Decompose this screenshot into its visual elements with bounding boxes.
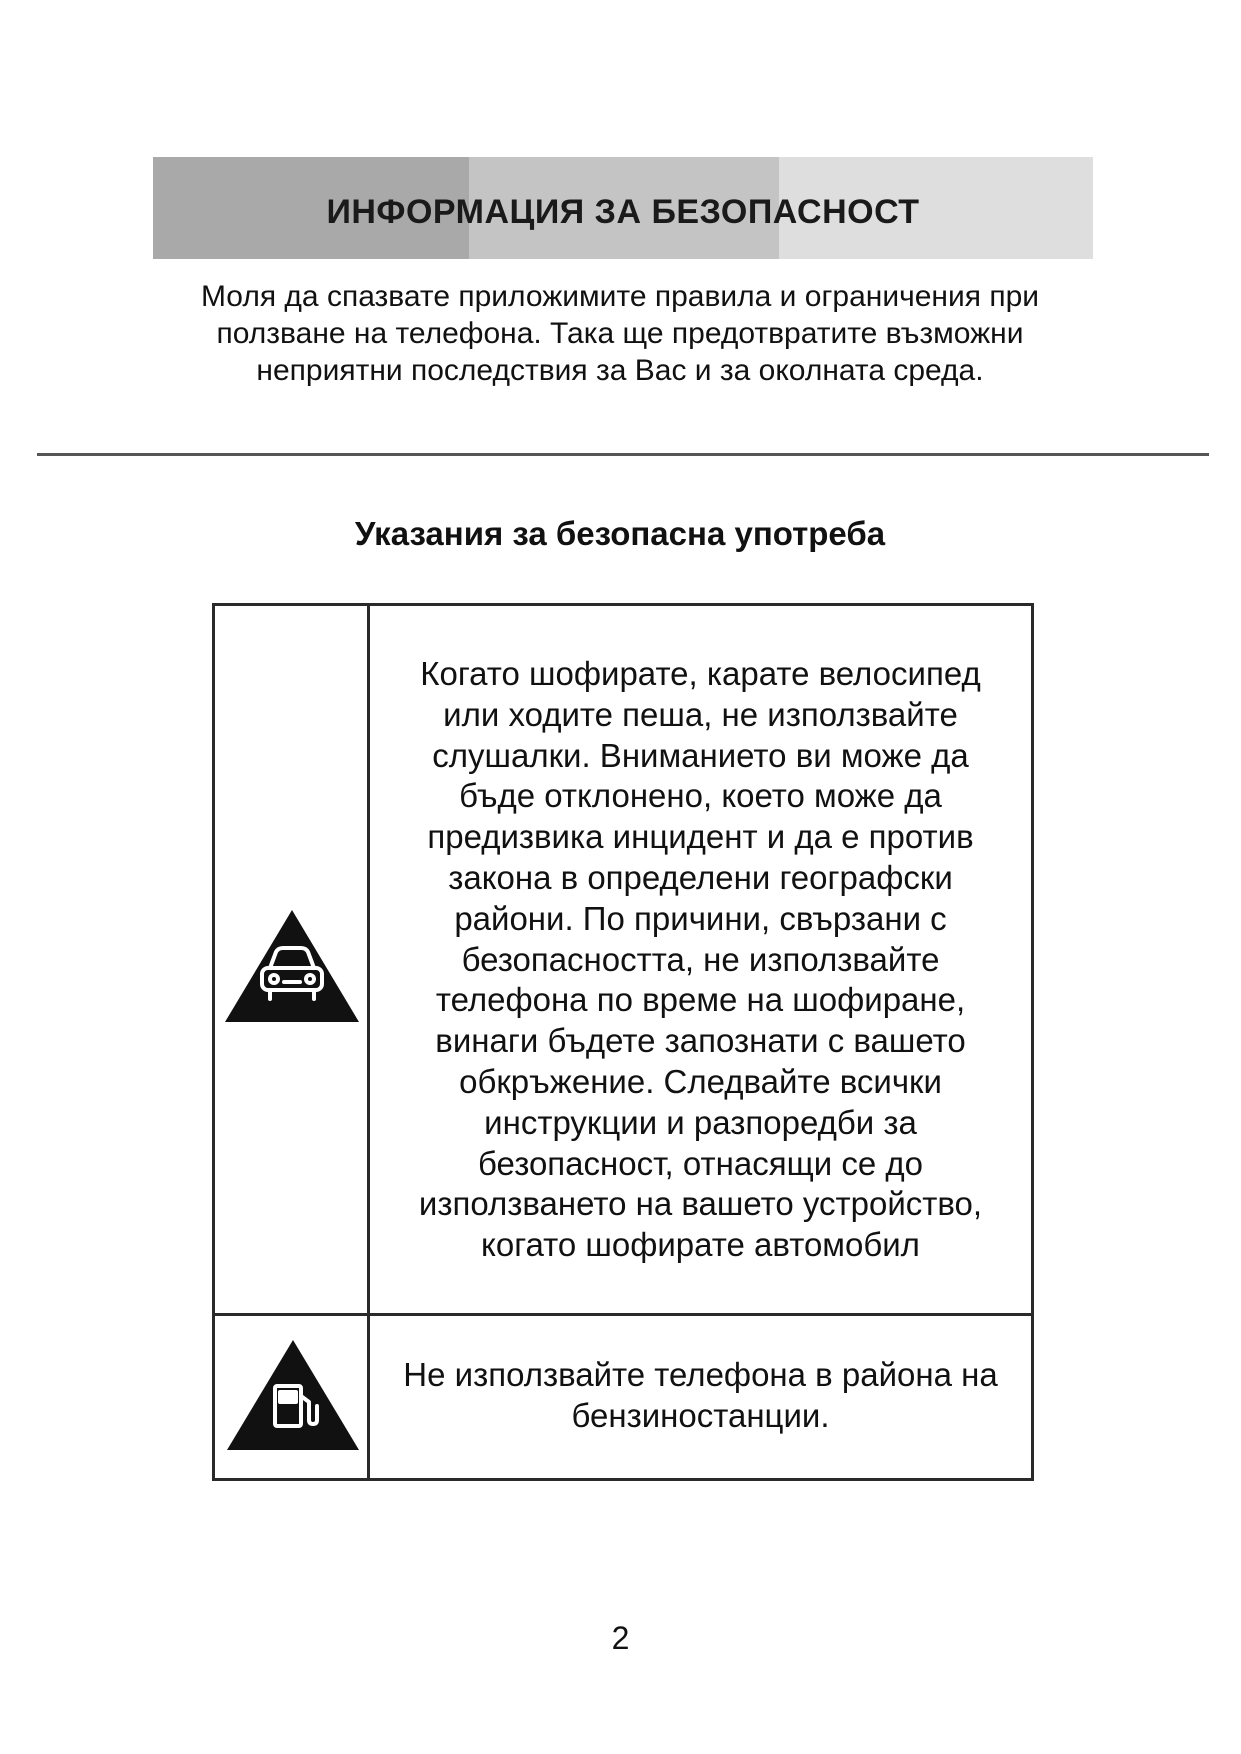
- intro-paragraph: [100, 278, 1140, 389]
- text-line: слушалки. Вниманието ви може да: [432, 736, 969, 774]
- car-warning-icon: [222, 906, 362, 1024]
- safety-table: [212, 603, 1034, 1481]
- fuel-pump-warning-icon: [225, 1336, 361, 1452]
- text-line: закона в определени географски: [448, 858, 953, 896]
- header-banner: [153, 157, 1093, 259]
- page-title: ИНФОРМАЦИЯ ЗА БЕЗОПАСНОСТ: [326, 192, 920, 231]
- icon-cell: [215, 1316, 370, 1478]
- intro-line: неприятни последствия за Вас и за околната среда.: [256, 354, 984, 387]
- intro-line: Моля да спазвате приложимите правила и ограничения при: [200, 280, 1040, 313]
- text-line: безопасност, отнасящи се до: [478, 1144, 923, 1182]
- icon-cell: [215, 606, 370, 1313]
- text-line: когато шофирате автомобил: [481, 1226, 920, 1264]
- section-title: Указания за безопасна употреба: [354, 515, 886, 552]
- text-line: Не използвайте телефона в района на: [403, 1356, 998, 1393]
- intro-line: ползване на телефона. Така ще предотвратите възможни: [216, 317, 1024, 350]
- text-line: бензиностанции.: [571, 1397, 830, 1434]
- text-line: безопасността, не използвайте: [461, 940, 940, 978]
- row-text: [370, 606, 1031, 1313]
- text-line: предизвика инцидент и да е против: [427, 818, 974, 856]
- text-line: инструкции и разпоредби за: [484, 1103, 917, 1141]
- table-row: [215, 1316, 1031, 1478]
- row-text: [370, 1316, 1031, 1478]
- text-line: или ходите пеша, не използвайте: [443, 695, 958, 733]
- text-line: телефона по време на шофиране,: [435, 981, 966, 1019]
- table-row: [215, 606, 1031, 1316]
- page-number: 2: [611, 1620, 630, 1656]
- text-line: използването на вашето устройство,: [418, 1185, 983, 1223]
- text-line: райони. По причини, свързани с: [454, 899, 947, 937]
- text-line: бъде отклонено, което може да: [459, 777, 942, 815]
- text-line: винаги бъдете запознати с вашето: [435, 1022, 966, 1060]
- text-line: обкръжение. Следвайте всички: [459, 1062, 942, 1100]
- section-divider: [37, 453, 1209, 456]
- text-line: Когато шофирате, карате велосипед: [420, 655, 981, 692]
